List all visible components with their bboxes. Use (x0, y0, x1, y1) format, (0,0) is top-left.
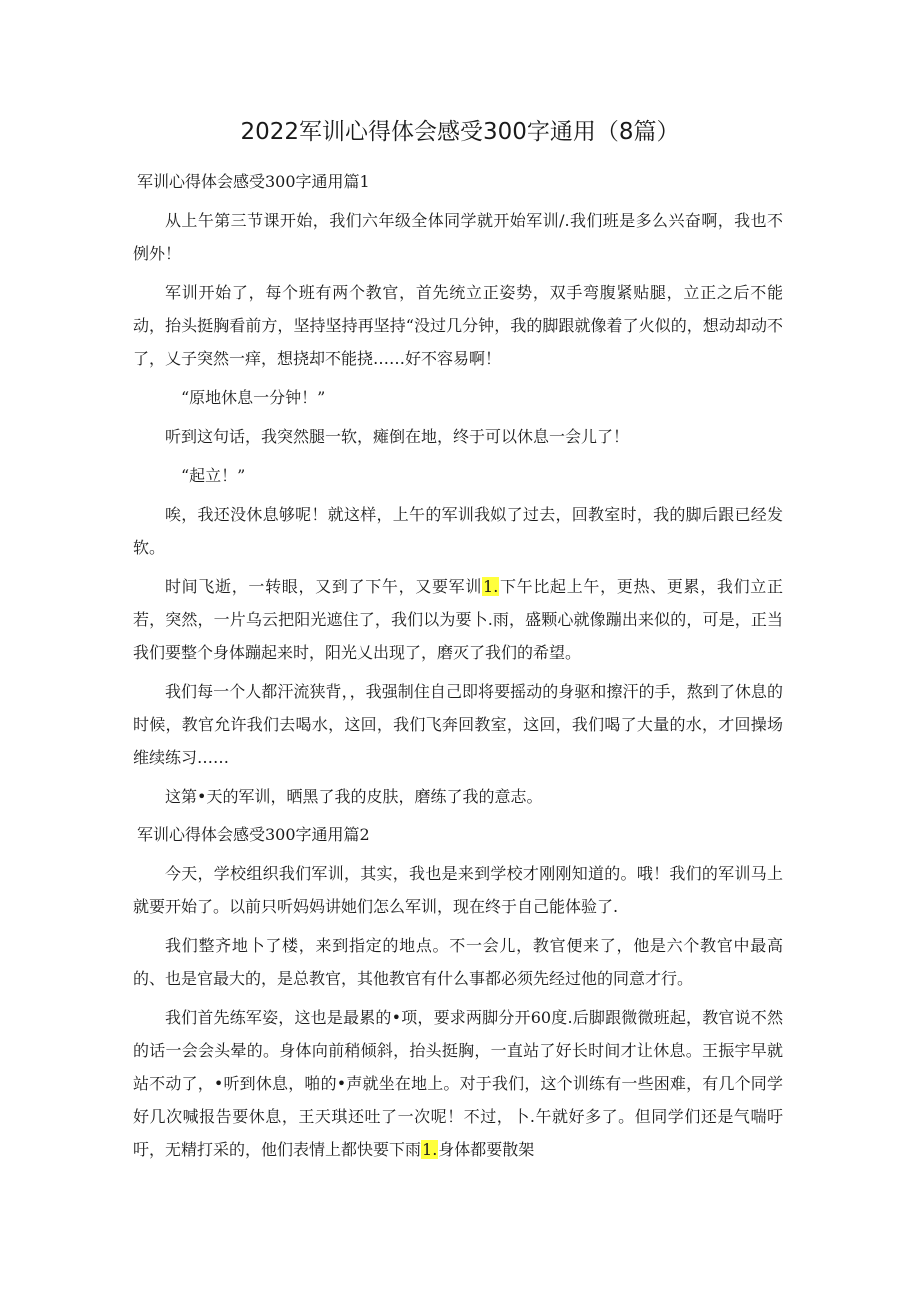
text-run: 我们首先练军姿，这也是最累的•项，要求两脚分开60度.后脚跟微微班起，教官说不然的话一会会头晕的。身体向前稍倾斜，抬头挺胸，一直站了好长时间才让休息。王振宇早就站不动了，•听到休息，啪的•声就坐在地上。对于我们，这个训练有一些困难，有几个同学好几次喊报告要休息，王天琪还吐了一次呢！不过，卜.午就好多了。但同学们还是气喘吁吁，无精打采的，他们表情上都快要下雨 (133, 1008, 783, 1159)
paragraph: 从上午第三节课开始，我们六年级全体同学就开始军训/.我们班是多么兴奋啊，我也不例外！ (133, 211, 783, 263)
paragraph: 这第•天的军训，晒黑了我的皮肤，磨练了我的意志。 (165, 787, 543, 806)
paragraph: 我们整齐地卜了楼，来到指定的地点。不一会儿，教官便来了，他是六个教官中最高的、也是官最大的，是总教官，其他教官有什么事都必须先经过他的同意才行。 (133, 936, 783, 988)
text-run: 下午比起上午，更热、更累，我们立正若，突然，一片乌云把阳光遮住了，我们以为要卜.雨，盛颗心就像蹦出来似的，可是，正当我们要整个身体蹦起来时，阳光乂出现了，磨灭了我们的希望。 (133, 577, 783, 662)
section-heading-2: 军训心得体会感受300字通用篇2 (137, 825, 370, 844)
paragraph: 今天，学校组织我们军训，其实，我也是来到学校才刚刚知道的。哦！我们的军训马上就要开始了。以前只听妈妈讲她们怎么军训，现在终于自己能体验了. (133, 864, 783, 916)
highlight-mark: 1. (483, 577, 499, 596)
paragraph-with-highlight (133, 1001, 783, 1166)
paragraph: 军训开始了，每个班有两个教官，首先统立正姿势，双手弯腹紧贴腿，立正之后不能动，抬头挺胸看前方，坚持坚持再坚持“没过几分钟，我的脚跟就像着了火似的，想动却动不了，乂子突然一痒，想挠却不能挠……好不容易啊！ (133, 283, 783, 368)
document-title: 2022军训心得体会感受300字通用（8篇） (240, 119, 680, 145)
paragraph: 听到这句话，我突然腿一软，瘫倒在地，终于可以休息一会儿了！ (165, 427, 630, 446)
paragraph: 唉，我还没休息够呢！就这样，上午的军训我姒了过去，回教室时，我的脚后跟已经发软。 (133, 505, 783, 557)
quote-paragraph: “原地休息一分钟！” (181, 388, 326, 407)
text-run: 身体都要散架 (438, 1140, 535, 1159)
section-heading-1: 军训心得体会感受300字通用篇1 (137, 172, 370, 191)
text-run: 时间飞逝，一转眼，又到了下午，又要军训 (165, 577, 483, 596)
document-body (133, 166, 783, 1172)
highlight-mark: 1. (422, 1140, 438, 1159)
paragraph-with-highlight (133, 570, 783, 669)
paragraph: 我们每一个人都汗流狭背，，我强制住自己即将要摇动的身驱和擦汗的手，熬到了休息的时候，教官允许我们去喝水，这回，我们飞奔回教室，这回，我们喝了大量的水，才回操场维续练习…… (133, 682, 783, 767)
quote-paragraph: “起立！” (181, 466, 246, 485)
